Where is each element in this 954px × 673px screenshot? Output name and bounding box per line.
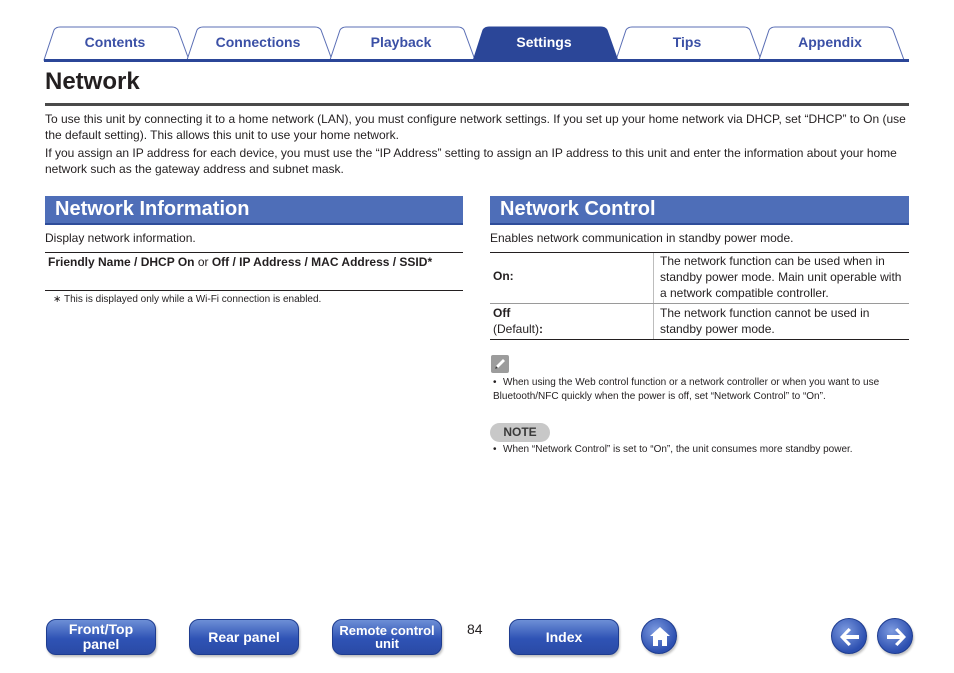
memo-text: When using the Web control function or a network controller or when you want to use Bluetooth/NFC quickly when the power is off, set “Network Control” to “On”. — [493, 377, 880, 402]
tab-tips[interactable]: Tips — [672, 34, 702, 50]
tab-bar — [0, 0, 954, 64]
tab-settings[interactable]: Settings — [516, 34, 572, 50]
page-number: 84 — [467, 621, 483, 637]
bullet-dot: • — [493, 377, 497, 388]
note-badge: NOTE — [490, 423, 550, 442]
arrow-right-icon[interactable] — [877, 618, 913, 654]
network-control-description: Enables network communication in standby power mode. — [490, 231, 794, 245]
front-top-line2: panel — [82, 636, 120, 652]
option-off-label: Off — [493, 306, 511, 320]
option-on-description: The network function can be used when in standby power mode. Main unit operable with a network compatible controller. — [660, 254, 902, 300]
option-on-label: On — [493, 269, 510, 283]
tab-contents[interactable]: Contents — [84, 34, 146, 50]
option-off-name — [493, 305, 543, 337]
option-on-colon: : — [509, 269, 514, 283]
page-title: Network — [45, 68, 140, 95]
option-off-default: (Default) — [493, 322, 540, 336]
rear-panel-button[interactable] — [189, 619, 299, 655]
remote-line2: unit — [375, 636, 399, 651]
front-top-panel-button[interactable] — [46, 619, 156, 655]
network-information-items — [48, 254, 458, 270]
rear-panel-label: Rear panel — [208, 628, 280, 645]
table-row-divider — [490, 303, 909, 304]
network-information-description: Display network information. — [45, 231, 196, 245]
bullet-dot: • — [493, 444, 497, 455]
title-divider — [45, 103, 909, 106]
tab-connections[interactable]: Connections — [215, 34, 301, 50]
tab-playback[interactable]: Playback — [370, 34, 432, 50]
remote-control-label — [339, 624, 434, 650]
network-control-header: Network Control — [490, 196, 909, 225]
option-off-colon: : — [539, 322, 544, 336]
note-text: When “Network Control” is set to “On”, the unit consumes more standby power. — [503, 444, 853, 455]
remote-line1: Remote control — [339, 623, 435, 638]
info-items-star: * — [427, 255, 433, 269]
home-icon[interactable] — [641, 618, 677, 654]
index-button[interactable] — [509, 619, 619, 655]
option-on-name — [493, 268, 514, 284]
table-rule-bottom — [490, 339, 909, 340]
memo-bullet — [493, 376, 907, 404]
intro-paragraph-dhcp: To use this unit by connecting it to a home network (LAN), you must configure network settings. If you set up your home network via DHCP, set “DHCP” to On (use the default setting). This allows this unit to use your home network. — [45, 112, 906, 142]
info-items-part1: Friendly Name / DHCP On — [48, 255, 195, 269]
tab-appendix[interactable]: Appendix — [798, 34, 862, 50]
table-column-separator — [653, 253, 654, 339]
tab-shapes — [0, 0, 954, 64]
intro-paragraph-ip-address: If you assign an IP address for each device, you must use the “IP Address” setting to assign an IP address to this unit and enter the information about your home network such as the gateway address and subnet mask. — [45, 146, 897, 176]
wifi-footnote: ∗ This is displayed only while a Wi-Fi connection is enabled. — [53, 294, 322, 305]
front-top-line1: Front/Top — [68, 621, 134, 637]
remote-control-unit-button[interactable] — [332, 619, 442, 655]
table-rule-top — [45, 252, 463, 253]
option-off-description: The network function cannot be used in standby power mode. — [660, 306, 870, 336]
network-information-header: Network Information — [45, 196, 463, 225]
info-items-part2: Off / IP Address / MAC Address / SSID — [211, 255, 428, 269]
pencil-icon — [491, 355, 509, 373]
info-items-or: or — [194, 255, 212, 269]
index-label: Index — [545, 628, 583, 645]
table-rule-bottom — [45, 290, 463, 291]
front-top-panel-label — [69, 622, 133, 652]
note-bullet — [493, 443, 907, 457]
arrow-left-icon[interactable] — [831, 618, 867, 654]
